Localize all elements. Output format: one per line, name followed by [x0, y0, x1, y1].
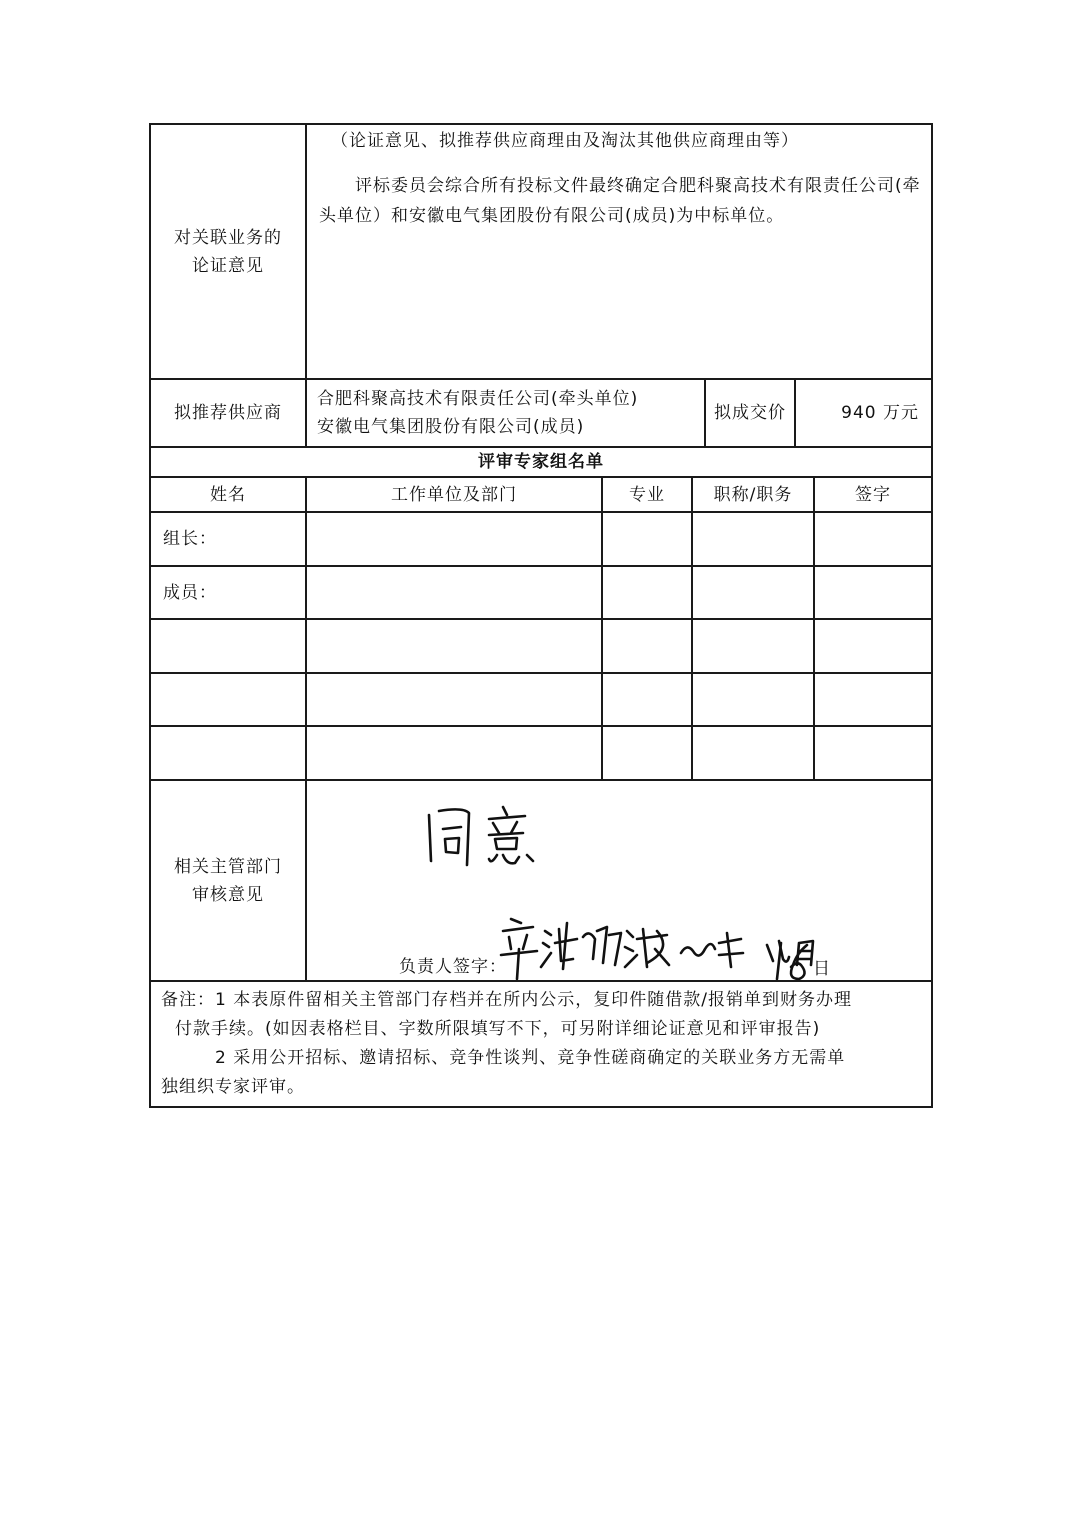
note-line: 独组织专家评审。	[161, 1077, 305, 1097]
experts-title: 评审专家组名单	[150, 447, 932, 477]
expert-signature-cell	[814, 512, 932, 566]
expert-row	[150, 619, 932, 673]
expert-signature-cell	[814, 566, 932, 619]
experts-header-row	[150, 477, 932, 512]
day-suffix: 日	[813, 959, 831, 979]
expert-major-cell	[602, 566, 692, 619]
header-name: 姓名	[150, 477, 306, 512]
expert-signature-cell	[814, 726, 932, 780]
expert-row	[150, 726, 932, 780]
expert-role	[150, 619, 306, 673]
handwritten-day	[767, 935, 847, 985]
expert-row	[150, 673, 932, 726]
expert-major-cell	[602, 726, 692, 780]
header-signature: 签字	[814, 477, 932, 512]
note-line: 付款手续。(如因表格栏目、字数所限填写不下，可另附详细论证意见和评审报告)	[175, 1019, 821, 1039]
expert-role: 成员：	[150, 566, 306, 619]
expert-unit-cell	[306, 566, 602, 619]
note-line: 2 采用公开招标、邀请招标、竞争性谈判、竞争性磋商确定的关联业务方无需单	[215, 1048, 846, 1068]
experts-title-row	[150, 447, 932, 477]
opinion-label	[150, 124, 306, 379]
expert-major-cell	[602, 512, 692, 566]
header-unit: 工作单位及部门	[306, 477, 602, 512]
header-major: 专业	[602, 477, 692, 512]
opinion-label-line2: 论证意见	[192, 255, 264, 276]
expert-signature-cell	[814, 673, 932, 726]
header-title: 职称/职务	[692, 477, 814, 512]
price-value: 940 万元	[795, 379, 932, 447]
expert-unit-cell	[306, 726, 602, 780]
review-row	[150, 780, 932, 981]
opinion-body: 评标委员会综合所有投标文件最终确定合肥科聚高技术有限责任公司(牵头单位）和安徽电气集团股份有限公司(成员)为中标单位。	[319, 176, 921, 226]
expert-signature-cell	[814, 619, 932, 673]
supplier-line1: 合肥科聚高技术有限责任公司(牵头单位)	[317, 389, 639, 409]
opinion-heading: （论证意见、拟推荐供应商理由及淘汰其他供应商理由等）	[331, 131, 799, 151]
expert-unit-cell	[306, 512, 602, 566]
opinion-label-line1: 对关联业务的	[174, 227, 282, 248]
review-content	[306, 780, 932, 981]
expert-title-cell	[692, 512, 814, 566]
supplier-line2: 安徽电气集团股份有限公司(成员)	[317, 417, 585, 437]
note-line: 备注：1 本表原件留相关主管部门存档并在所内公示，复印件随借款/报销单到财务办理	[161, 990, 852, 1010]
price-label: 拟成交价	[705, 379, 795, 447]
notes-content	[150, 981, 932, 1107]
expert-row	[150, 512, 932, 566]
expert-row	[150, 566, 932, 619]
expert-role	[150, 673, 306, 726]
review-label-line2: 审核意见	[192, 884, 264, 905]
opinion-content	[306, 124, 932, 379]
expert-role	[150, 726, 306, 780]
opinion-row	[150, 124, 932, 379]
argumentation-form	[149, 123, 933, 1108]
review-label-line1: 相关主管部门	[174, 856, 282, 877]
expert-unit-cell	[306, 619, 602, 673]
expert-role: 组长：	[150, 512, 306, 566]
expert-title-cell	[692, 566, 814, 619]
notes-row	[150, 981, 932, 1107]
expert-title-cell	[692, 726, 814, 780]
expert-unit-cell	[306, 673, 602, 726]
handwritten-approval	[419, 803, 549, 873]
expert-major-cell	[602, 619, 692, 673]
supplier-label: 拟推荐供应商	[150, 379, 306, 447]
signature-line	[399, 953, 507, 981]
expert-major-cell	[602, 673, 692, 726]
expert-title-cell	[692, 673, 814, 726]
supplier-row	[150, 379, 932, 447]
supplier-names	[306, 379, 705, 447]
expert-title-cell	[692, 619, 814, 673]
review-label	[150, 780, 306, 981]
signature-label: 负责人签字：	[399, 957, 507, 977]
